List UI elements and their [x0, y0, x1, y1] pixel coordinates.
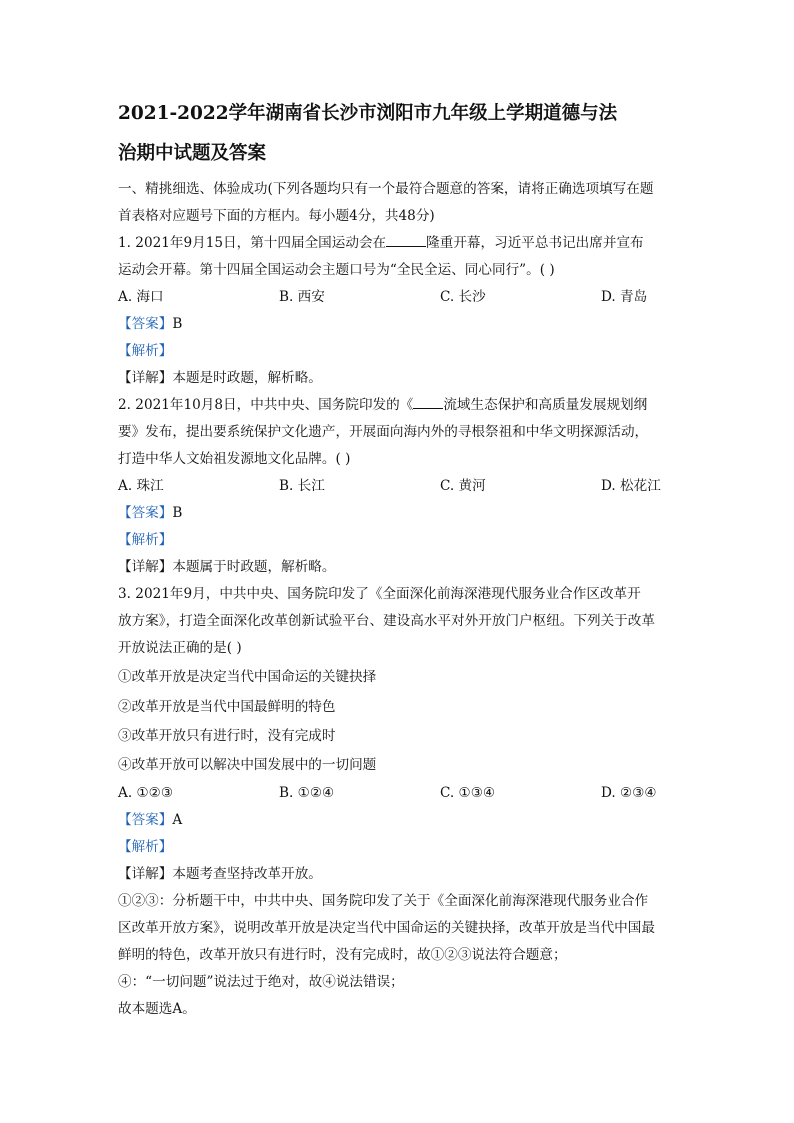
document-title-line-1: 2021-2022学年湖南省长沙市浏阳市九年级上学期道德与法 — [118, 103, 618, 124]
q2-option-d: D. 松花江 — [601, 478, 661, 494]
q1-answer — [118, 311, 678, 338]
q3-option-c: C. ①③④ — [440, 785, 496, 801]
q3-statement-3: ③改革开放只有进行时，没有完成时 — [118, 728, 336, 744]
section-instruction-line-2: 首表格对应题号下面的方框内。每小题4分，共48分) — [118, 208, 435, 224]
q2-options — [118, 473, 678, 500]
q3-explanation-line-2: 区改革开放方案》，说明改革开放是决定当代中国命运的关键抉择，改革开放是当代中国最 — [118, 920, 655, 936]
q3-detail-text: 本题考查坚持改革开放。 — [172, 866, 322, 882]
q3-analysis — [118, 834, 678, 861]
q2-option-c: C. 黄河 — [440, 478, 486, 494]
q3-stem-line-2: 放方案》，打造全面深化改革创新试验平台、建设高水平对外开放门户枢纽。下列关于改革 — [118, 613, 655, 629]
q1-stem-line-1 — [118, 230, 678, 257]
q2-stem-pre: 2. 2021年10月8日，中共中央、国务院印发的《 — [118, 397, 414, 413]
q1-analysis — [118, 338, 678, 365]
q2-detail-text: 本题属于时政题，解析略。 — [172, 559, 336, 575]
answer-blank — [386, 232, 426, 247]
detail-label: 【详解】 — [118, 370, 173, 386]
q1-option-a: A. 海口 — [118, 289, 164, 305]
q3-answer-value: A — [172, 812, 183, 828]
q3-stem-line-3: 开放说法正确的是( ) — [118, 640, 242, 656]
answer-blank — [413, 394, 443, 409]
q1-option-b: B. 西安 — [279, 289, 325, 305]
q3-option-a: A. ①②③ — [118, 785, 174, 801]
q1-option-c: C. 长沙 — [440, 289, 486, 305]
q3-conclusion: 故本题选A。 — [118, 1001, 196, 1017]
q3-explanation-line-3: 鲜明的特色，改革开放只有进行时，没有完成时，故①②③说法符合题意； — [118, 947, 567, 963]
q2-analysis — [118, 527, 678, 554]
q1-option-d: D. 青岛 — [601, 289, 648, 305]
q3-option-d: D. ②③④ — [601, 785, 657, 801]
q1-stem-line-2: 运动会开幕。第十四届全国运动会主题口号为“全民全运、同心同行”。( ) — [118, 262, 555, 278]
document-title-line-2: 治期中试题及答案 — [118, 143, 267, 164]
q3-statement-2: ②改革开放是当代中国最鲜明的特色 — [118, 699, 336, 715]
answer-label: 【答案】 — [118, 316, 173, 332]
q2-option-a: A. 珠江 — [118, 478, 164, 494]
detail-label: 【详解】 — [118, 866, 173, 882]
q3-explanation-line-4: ④：“一切问题”说法过于绝对，故④说法错误； — [118, 974, 404, 990]
q1-detail — [118, 365, 678, 392]
q1-answer-value: B — [172, 316, 183, 332]
section-instruction-line-1: 一、精挑细选、体验成功(下列各题均只有一个最符合题意的答案，请将正确选项填写在题 — [118, 181, 654, 197]
q3-answer — [118, 807, 678, 834]
q3-statement-4: ④改革开放可以解决中国发展中的一切问题 — [118, 757, 377, 773]
answer-label: 【答案】 — [118, 505, 173, 521]
q2-answer — [118, 500, 678, 527]
detail-label: 【详解】 — [118, 559, 173, 575]
q3-detail — [118, 861, 678, 888]
q2-option-b: B. 长江 — [279, 478, 325, 494]
analysis-label: 【解析】 — [118, 532, 173, 548]
q1-options — [118, 284, 678, 311]
q3-statement-1: ①改革开放是决定当代中国命运的关键抉择 — [118, 669, 377, 685]
q2-answer-value: B — [172, 505, 183, 521]
q1-stem-pre: 1. 2021年9月15日，第十四届全国运动会在 — [118, 235, 387, 251]
q2-stem-line-1 — [118, 392, 678, 419]
q3-stem-line-1: 3. 2021年9月，中共中央、国务院印发了《全面深化前海深港现代服务业合作区改革开 — [118, 586, 641, 602]
document-page — [118, 94, 678, 1023]
q1-detail-text: 本题是时政题，解析略。 — [172, 370, 322, 386]
answer-label: 【答案】 — [118, 812, 173, 828]
q1-stem-post: 隆重开幕，习近平总书记出席并宣布 — [426, 235, 644, 251]
q3-explanation-line-1: ①②③：分析题干中，中共中央、国务院印发了关于《全面深化前海深港现代服务业合作 — [118, 893, 649, 909]
q2-detail — [118, 554, 678, 581]
q3-options — [118, 780, 678, 807]
q2-stem-line-2: 要》发布，提出要系统保护文化遗产，开展面向海内外的寻根祭祖和中华文明探源活动， — [118, 424, 649, 440]
analysis-label: 【解析】 — [118, 343, 173, 359]
analysis-label: 【解析】 — [118, 839, 173, 855]
q2-stem-line-3: 打造中华人文始祖发源地文化品牌。( ) — [118, 451, 351, 467]
q3-option-b: B. ①②④ — [279, 785, 335, 801]
q2-stem-post: 流域生态保护和高质量发展规划纲 — [443, 397, 648, 413]
